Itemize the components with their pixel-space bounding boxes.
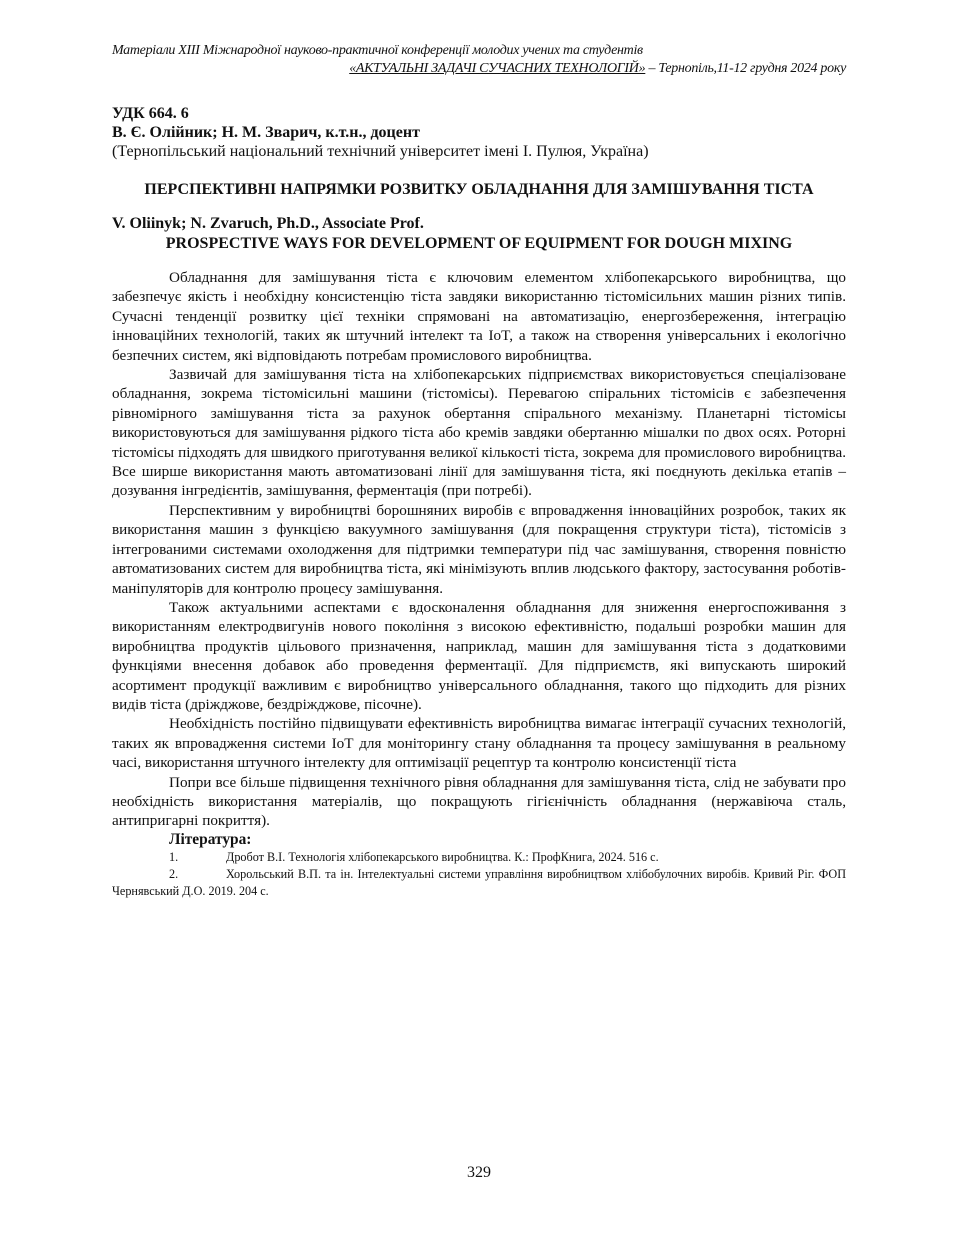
reference-text: Дробот В.І. Технологія хлібопекарського виробництва. К.: ПрофКнига, 2024. 516 с. xyxy=(226,849,659,864)
paragraph: Також актуальними аспектами є вдосконалення обладнання для зниження енергоспоживання з використанням електродвигунів нового покоління з високою ефективністю, подальші розробки машин для виробництва продуктів цільового призначення, наприклад, машин для замішування тіста з додатковими функціями внесення добавок або проведення ферментації. Для підприємств, які випускають широкий асортимент продукції важливим є виробництво універсального обладнання, такого що підходить для різних видів тіста (дріжджове, бездріжджове, пісочне). xyxy=(112,598,846,713)
reference-list xyxy=(112,849,846,900)
conference-name: «АКТУАЛЬНІ ЗАДАЧІ СУЧАСНИХ ТЕХНОЛОГІЙ» xyxy=(349,61,646,76)
paragraph: Попри все більше підвищення технічного рівня обладнання для замішування тіста, слід не забувати про необхідність використання матеріалів, що покращують гігієнічність обладнання (нержавіюча сталь, антипригарні покриття). xyxy=(112,773,846,830)
paragraph: Обладнання для замішування тіста є ключовим елементом хлібопекарського виробництва, що забезпечує якість і необхідну консистенцію тіста завдяки використанню тістомісильних машин різних типів. Сучасні тенденції розвитку цієї техніки спрямовані на автоматизацію, енергозбереження, інтеграцію інноваційних технологій, таких як штучний інтелект та IoT, а також на створення універсальних і екологічно безпечних систем, які відповідають потребам промислового виробництва. xyxy=(112,269,846,364)
reference-item xyxy=(112,849,846,866)
title-ukrainian: ПЕРСПЕКТИВНІ НАПРЯМКИ РОЗВИТКУ ОБЛАДНАННЯ ДЛЯ ЗАМІШУВАННЯ ТІСТА xyxy=(144,181,814,198)
paragraph: Необхідність постійно підвищувати ефективність виробництва вимагає інтеграції сучасних технологій, таких як впровадження системи IoT для моніторингу стану обладнання та процесу замішування в реальному часі, використання штучного інтелекту для оптимізації рецептур та контролю консистенції тіста xyxy=(112,715,846,772)
paragraph: Зазвичай для замішування тіста на хлібопекарських підприємствах використовується спеціалізоване обладнання, зокрема тістомісильні машини (тістомісы). Перевагою спіральних тістомісів є забезпечення рівномірного замішування тіста за рахунок обертання спірального механізму. Планетарні тістомісы використовуються для замішування рідкого тіста або кремів завдяки обертанню мішалки по двох осях. Роторні тістомісы підходять для швидкого приготування великої кількості тіста, зокрема для промислового виробництва. Все ширше використання мають автоматизовані лінії для замішування тіста, які поєднують декілька етапів – дозування інгредієнтів, замішування, ферментація (при потребі). xyxy=(112,366,846,500)
authors-english: V. Oliinyk; N. Zvaruch, Ph.D., Associate Prof. xyxy=(112,215,424,232)
conference-place-date: – Тернопіль,11-12 грудня 2024 року xyxy=(645,61,846,76)
header-line-1: Матеріали XIII Міжнародної науково-практичної конференції молодих учених та студентів xyxy=(112,43,643,58)
reference-item xyxy=(112,866,846,900)
affiliation: (Тернопільський національний технічний університет імені І. Пулюя, Україна) xyxy=(112,143,649,160)
page-number: 329 xyxy=(467,1164,491,1181)
paper-page xyxy=(112,42,846,900)
reference-number: 2. xyxy=(169,866,179,881)
udc-code: УДК 664. 6 xyxy=(112,105,189,122)
header-line-2 xyxy=(112,60,846,78)
authors-ua: В. Є. Олійник; Н. М. Зварич, к.т.н., доцент xyxy=(112,124,420,141)
reference-number: 1. xyxy=(169,849,179,864)
title-english: PROSPECTIVE WAYS FOR DEVELOPMENT OF EQUIPMENT FOR DOUGH MIXING xyxy=(165,235,793,252)
article-body xyxy=(112,268,846,831)
running-header xyxy=(112,42,846,78)
article-meta xyxy=(112,104,846,161)
literature-heading: Література: xyxy=(169,830,252,848)
reference-text: Хорольський В.П. та ін. Інтелектуальні системи управління виробництвом хлібобулочних виробів. Кривий Ріг. ФОП Чернявський Д.О. 2019. 204 с. xyxy=(112,866,846,898)
paragraph: Перспективним у виробництві борошняних виробів є впровадження інноваційних розробок, таких як використання машин з функцією вакуумного замішування (для покращення структури тіста), тістомісів з інтегрованими системами охолодження для підтримки температури під час замішування, створення повністю автоматизованих систем для виробництва тіста, які мінімізують вплив людського фактору, застосування роботів-маніпуляторів для контролю процесу замішування. xyxy=(112,501,846,597)
